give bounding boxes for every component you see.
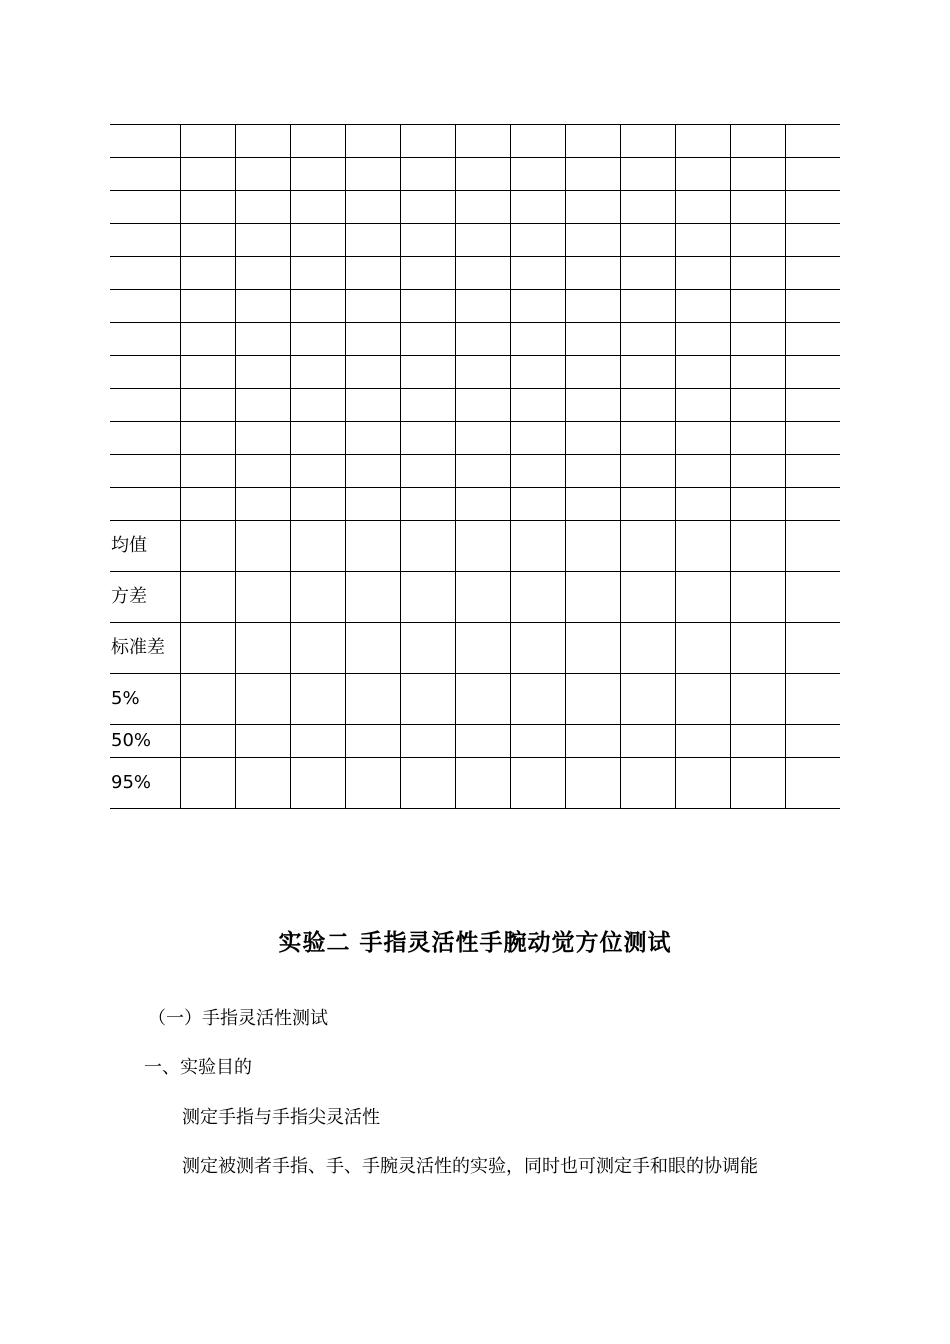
table-cell [676, 758, 731, 809]
table-cell [291, 389, 346, 422]
table-row [110, 125, 840, 158]
row-label-cell: 5% [110, 674, 181, 725]
table-cell [621, 455, 676, 488]
table-cell [786, 725, 841, 758]
row-label-cell [110, 257, 181, 290]
table-cell [236, 257, 291, 290]
table-cell [401, 158, 456, 191]
table-cell [291, 488, 346, 521]
table-cell [731, 572, 786, 623]
table-cell [566, 257, 621, 290]
statistics-table-body [110, 125, 840, 809]
table-cell [511, 257, 566, 290]
table-cell [621, 725, 676, 758]
experiment-title: 实验二 手指灵活性手腕动觉方位测试 [278, 930, 672, 956]
table-row [110, 422, 840, 455]
table-cell [676, 572, 731, 623]
row-label-cell: 标准差 [110, 623, 181, 674]
table-cell [676, 158, 731, 191]
table-cell [456, 521, 511, 572]
table-cell [346, 257, 401, 290]
table-cell [731, 488, 786, 521]
table-cell [566, 758, 621, 809]
table-cell [346, 191, 401, 224]
table-cell [511, 455, 566, 488]
table-cell [511, 125, 566, 158]
table-cell [731, 623, 786, 674]
table-cell [346, 158, 401, 191]
table-cell [456, 257, 511, 290]
table-cell [511, 224, 566, 257]
table-cell [236, 356, 291, 389]
table-cell [346, 572, 401, 623]
table-cell [621, 758, 676, 809]
table-cell [236, 290, 291, 323]
table-cell [731, 356, 786, 389]
table-row [110, 290, 840, 323]
table-cell [566, 725, 621, 758]
section-heading: 一、实验目的 [144, 1057, 252, 1078]
table-cell [456, 323, 511, 356]
table-cell [181, 158, 236, 191]
table-cell [511, 725, 566, 758]
table-cell [511, 572, 566, 623]
table-cell [676, 455, 731, 488]
table-cell [511, 623, 566, 674]
table-cell [401, 725, 456, 758]
table-cell [676, 323, 731, 356]
table-cell [346, 758, 401, 809]
table-row [110, 158, 840, 191]
table-cell [511, 356, 566, 389]
table-cell [291, 674, 346, 725]
table-cell [181, 488, 236, 521]
table-cell [731, 290, 786, 323]
table-cell [401, 257, 456, 290]
table-cell [456, 455, 511, 488]
table-cell [236, 572, 291, 623]
table-cell [676, 356, 731, 389]
table-cell [621, 572, 676, 623]
table-cell [786, 257, 841, 290]
table-cell [291, 758, 346, 809]
table-cell [291, 356, 346, 389]
table-cell [511, 389, 566, 422]
row-label-cell [110, 389, 181, 422]
table-cell [401, 623, 456, 674]
table-cell [456, 758, 511, 809]
table-cell [181, 455, 236, 488]
table-cell [621, 323, 676, 356]
table-cell [731, 224, 786, 257]
table-cell [676, 257, 731, 290]
table-cell [346, 623, 401, 674]
table-cell [511, 191, 566, 224]
table-cell [346, 422, 401, 455]
paragraph-purpose-2: 测定被测者手指、手、手腕灵活性的实验，同时也可测定手和眼的协调能 [182, 1156, 758, 1177]
row-label-cell [110, 224, 181, 257]
table-cell [786, 290, 841, 323]
table-cell [291, 290, 346, 323]
table-cell [676, 224, 731, 257]
table-row [110, 224, 840, 257]
table-cell [291, 224, 346, 257]
table-cell [181, 389, 236, 422]
table-cell [786, 521, 841, 572]
table-cell [786, 455, 841, 488]
table-cell [566, 356, 621, 389]
row-label-cell [110, 455, 181, 488]
table-cell [456, 572, 511, 623]
table-cell [621, 389, 676, 422]
table-cell [346, 488, 401, 521]
table-cell [346, 323, 401, 356]
table-cell [566, 224, 621, 257]
table-cell [621, 290, 676, 323]
table-cell [786, 323, 841, 356]
table-cell [731, 758, 786, 809]
table-cell [181, 125, 236, 158]
table-cell [181, 290, 236, 323]
table-cell [181, 224, 236, 257]
table-cell [786, 674, 841, 725]
table-cell [456, 725, 511, 758]
table-cell [401, 125, 456, 158]
table-cell [566, 290, 621, 323]
table-cell [786, 224, 841, 257]
table-cell [346, 389, 401, 422]
row-label-cell [110, 422, 181, 455]
stat-row [110, 572, 840, 623]
table-cell [566, 422, 621, 455]
table-cell [676, 125, 731, 158]
row-label-cell [110, 356, 181, 389]
table-cell [456, 488, 511, 521]
table-cell [511, 521, 566, 572]
table-cell [346, 125, 401, 158]
row-label-cell [110, 488, 181, 521]
table-cell [236, 488, 291, 521]
table-cell [236, 389, 291, 422]
table-cell [676, 191, 731, 224]
table-row [110, 455, 840, 488]
table-cell [731, 191, 786, 224]
table-cell [346, 725, 401, 758]
table-cell [346, 455, 401, 488]
table-cell [401, 224, 456, 257]
table-cell [511, 758, 566, 809]
table-cell [731, 257, 786, 290]
table-row [110, 356, 840, 389]
table-cell [731, 725, 786, 758]
table-cell [181, 422, 236, 455]
stat-row [110, 623, 840, 674]
table-cell [731, 674, 786, 725]
table-cell [511, 290, 566, 323]
table-cell [621, 356, 676, 389]
table-cell [291, 158, 346, 191]
table-cell [236, 623, 291, 674]
table-cell [566, 389, 621, 422]
row-label-cell [110, 191, 181, 224]
table-cell [401, 455, 456, 488]
table-cell [621, 521, 676, 572]
table-cell [236, 521, 291, 572]
table-cell [786, 389, 841, 422]
table-cell [566, 521, 621, 572]
table-cell [401, 758, 456, 809]
table-cell [346, 521, 401, 572]
table-cell [621, 125, 676, 158]
table-cell [731, 158, 786, 191]
table-cell [401, 572, 456, 623]
table-cell [181, 623, 236, 674]
table-cell [456, 422, 511, 455]
table-cell [786, 422, 841, 455]
table-cell [236, 191, 291, 224]
table-cell [676, 290, 731, 323]
table-cell [456, 623, 511, 674]
table-cell [236, 758, 291, 809]
table-cell [731, 125, 786, 158]
table-cell [346, 224, 401, 257]
table-cell [346, 356, 401, 389]
table-cell [566, 623, 621, 674]
table-cell [566, 572, 621, 623]
table-cell [401, 323, 456, 356]
table-cell [236, 125, 291, 158]
table-cell [676, 623, 731, 674]
table-cell [401, 191, 456, 224]
table-cell [511, 158, 566, 191]
table-cell [181, 572, 236, 623]
table-row [110, 323, 840, 356]
table-cell [676, 521, 731, 572]
row-label-cell [110, 323, 181, 356]
table-cell [291, 521, 346, 572]
row-label-cell [110, 290, 181, 323]
table-cell [181, 257, 236, 290]
table-cell [621, 158, 676, 191]
table-cell [401, 356, 456, 389]
table-cell [621, 623, 676, 674]
table-cell [181, 191, 236, 224]
table-cell [401, 521, 456, 572]
table-cell [456, 356, 511, 389]
table-cell [676, 488, 731, 521]
table-cell [456, 389, 511, 422]
table-cell [621, 257, 676, 290]
table-row [110, 257, 840, 290]
table-cell [566, 125, 621, 158]
table-cell [401, 674, 456, 725]
table-cell [566, 455, 621, 488]
table-cell [401, 422, 456, 455]
table-cell [731, 389, 786, 422]
table-cell [291, 623, 346, 674]
table-cell [621, 191, 676, 224]
table-cell [511, 323, 566, 356]
table-cell [566, 488, 621, 521]
table-cell [786, 758, 841, 809]
table-cell [291, 422, 346, 455]
table-cell [621, 422, 676, 455]
table-cell [621, 674, 676, 725]
table-cell [291, 725, 346, 758]
table-cell [566, 674, 621, 725]
stat-row [110, 725, 840, 758]
statistics-table [110, 124, 840, 809]
table-cell [511, 488, 566, 521]
table-cell [566, 158, 621, 191]
table-cell [236, 323, 291, 356]
table-cell [236, 158, 291, 191]
table-cell [511, 674, 566, 725]
table-cell [236, 224, 291, 257]
stat-row [110, 521, 840, 572]
table-cell [401, 488, 456, 521]
table-cell [456, 158, 511, 191]
table-cell [401, 290, 456, 323]
table-cell [566, 191, 621, 224]
table-row [110, 488, 840, 521]
table-cell [181, 356, 236, 389]
table-cell [456, 224, 511, 257]
table-cell [731, 422, 786, 455]
table-cell [731, 455, 786, 488]
table-cell [291, 125, 346, 158]
table-cell [346, 290, 401, 323]
table-cell [566, 323, 621, 356]
table-cell [676, 725, 731, 758]
table-cell [786, 158, 841, 191]
table-cell [786, 356, 841, 389]
table-cell [731, 521, 786, 572]
stat-row [110, 758, 840, 809]
table-cell [731, 323, 786, 356]
row-label-cell [110, 125, 181, 158]
table-cell [786, 572, 841, 623]
table-cell [786, 488, 841, 521]
table-cell [291, 191, 346, 224]
table-cell [621, 224, 676, 257]
subsection-heading: （一）手指灵活性测试 [148, 1008, 328, 1029]
table-cell [236, 674, 291, 725]
table-cell [456, 125, 511, 158]
table-cell [291, 257, 346, 290]
row-label-cell: 95% [110, 758, 181, 809]
table-cell [291, 572, 346, 623]
row-label-cell: 方差 [110, 572, 181, 623]
table-cell [786, 125, 841, 158]
row-label-cell: 均值 [110, 521, 181, 572]
table-cell [181, 521, 236, 572]
table-cell [346, 674, 401, 725]
table-row [110, 191, 840, 224]
table-cell [181, 725, 236, 758]
row-label-cell [110, 158, 181, 191]
table-cell [676, 674, 731, 725]
table-cell [456, 290, 511, 323]
stat-row [110, 674, 840, 725]
table-cell [291, 455, 346, 488]
table-cell [181, 758, 236, 809]
paragraph-purpose-1: 测定手指与手指尖灵活性 [182, 1107, 380, 1128]
table-row [110, 389, 840, 422]
table-cell [236, 455, 291, 488]
table-cell [401, 389, 456, 422]
table-cell [786, 623, 841, 674]
table-cell [676, 389, 731, 422]
table-cell [676, 422, 731, 455]
table-cell [786, 191, 841, 224]
table-cell [236, 725, 291, 758]
table-cell [181, 674, 236, 725]
table-cell [456, 674, 511, 725]
table-cell [181, 323, 236, 356]
table-cell [456, 191, 511, 224]
table-cell [291, 323, 346, 356]
table-cell [511, 422, 566, 455]
row-label-cell: 50% [110, 725, 181, 758]
table-cell [621, 488, 676, 521]
table-cell [236, 422, 291, 455]
